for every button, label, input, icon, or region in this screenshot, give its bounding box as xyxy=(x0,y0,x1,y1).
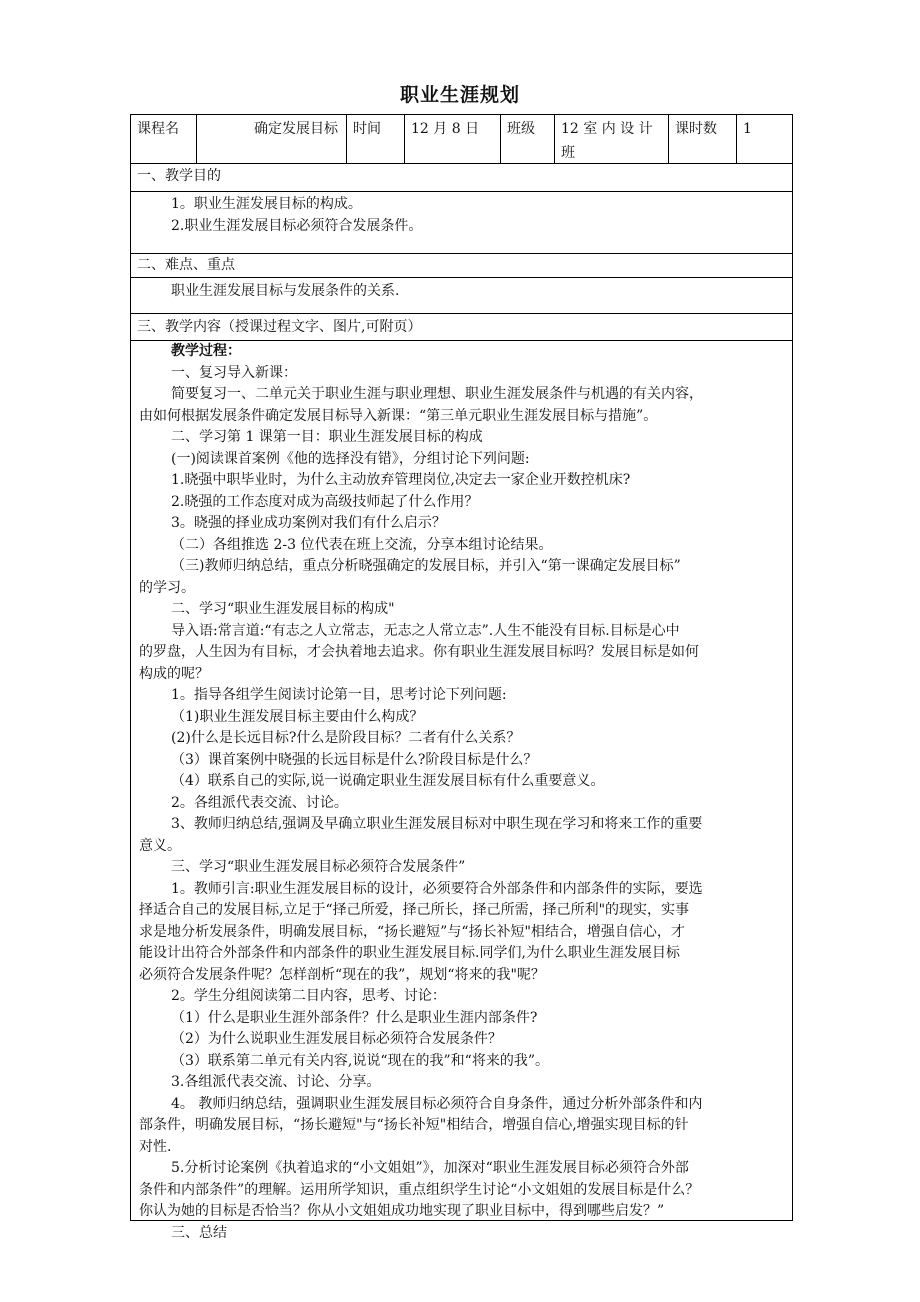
process-line: 导入语:常言道:“有志之人立常志，无志之人常立志”.人生不能没有目标.目标是心中 xyxy=(171,622,680,639)
time-value: 12 月 8 日 xyxy=(405,115,501,163)
process-line: 2.晓强的工作态度对成为高级技师起了什么作用？ xyxy=(171,493,479,510)
process-line: (2)什么是长远目标?什么是阶段目标？二者有什么关系？ xyxy=(171,730,521,746)
process-line: 构成的呢？ xyxy=(139,665,209,682)
process-line: （1)职业生涯发展目标主要由什么构成？ xyxy=(171,708,424,725)
process-line: 5.分析讨论案例《执着追求的“小文姐姐”》，加深对“职业生涯发展目标必须符合外部 xyxy=(171,1160,689,1176)
process-line: 1。教师引言:职业生涯发展目标的设计，必须要符合外部条件和内部条件的实际，要选 xyxy=(171,880,703,897)
process-line: 求是地分析发展条件，明确发展目标，“扬长避短”与“扬长补短"相结合，增强自信心，才 xyxy=(139,923,685,940)
course-value: 确定发展目标 xyxy=(197,115,347,163)
time-label: 时间 xyxy=(347,115,405,163)
process-line: 对性. xyxy=(139,1138,172,1155)
process-line: 2。各组派代表交流、讨论。 xyxy=(171,794,348,811)
section2-body xyxy=(131,278,792,314)
process-line: 三、学习“职业生涯发展目标必须符合发展条件” xyxy=(171,859,466,875)
process-line: （4）联系自己的实际,说一说确定职业生涯发展目标有什么重要意义。 xyxy=(171,773,605,789)
process-line: 三、总结 xyxy=(171,1224,227,1241)
process-line: 二、学习第 1 课第一目：职业生涯发展目标的构成 xyxy=(171,429,483,445)
process-line: 1.晓强中职毕业时，为什么主动放弃管理岗位,决定去一家企业开数控机床? xyxy=(171,472,631,488)
process-line: 的罗盘，人生因为有目标，才会执着地去追求。你有职业生涯发展目标吗？发展目标是如何 xyxy=(139,644,699,660)
section2-title: 二、难点、重点 xyxy=(137,257,235,273)
process-line: 一、复习导入新课： xyxy=(171,364,297,381)
process-line: 3.各组派代表交流、讨论、分享。 xyxy=(171,1074,381,1090)
teaching-process-label: 教学过程： xyxy=(171,343,241,359)
process-line: 择适合自己的发展目标,立足于“择己所爱，择己所长，择己所需，择己所利"的现实，实事 xyxy=(139,902,690,918)
keypoint-item: 职业生涯发展目标与发展条件的关系. xyxy=(171,283,400,299)
process-line: （1）什么是职业生涯外部条件？什么是职业生涯内部条件? xyxy=(171,1009,538,1026)
section3-title: 三、教学内容（授课过程文字、图片,可附页） xyxy=(137,319,422,335)
section1-body xyxy=(131,192,792,254)
process-line: （2）为什么说职业生涯发展目标必须符合发展条件？ xyxy=(171,1031,502,1047)
process-line: （三)教师归纳总结，重点分析晓强确定的发展目标，并引入“第一课确定发展目标” xyxy=(171,558,681,574)
process-line: （二）各组推选 2-3 位代表在班上交流，分享本组讨论结果。 xyxy=(171,536,553,553)
objective-item: 1。职业生涯发展目标的构成。 xyxy=(171,196,362,212)
header-row xyxy=(131,115,792,164)
lesson-plan-table xyxy=(130,114,793,1241)
course-label: 课程名 xyxy=(131,115,197,163)
section3-header xyxy=(131,314,792,341)
process-line: 二、学习“职业生涯发展目标的构成" xyxy=(171,601,395,617)
class-value: 12 室 内 设 计 班 xyxy=(555,115,669,163)
process-line: 部条件，明确发展目标，“扬长避短"与“扬长补短"相结合，增强自信心,增强实现目标的针 xyxy=(139,1117,689,1133)
process-line: 3。晓强的择业成功案例对我们有什么启示？ xyxy=(171,515,446,531)
section3-body xyxy=(131,341,792,1241)
process-line: 3、教师归纳总结,强调及早确立职业生涯发展目标对中职生现在学习和将来工作的重要 xyxy=(171,816,703,832)
class-label: 班级 xyxy=(501,115,555,163)
process-line: 意义。 xyxy=(139,837,181,854)
process-line: （3）课首案例中晓强的长远目标是什么?阶段目标是什么？ xyxy=(171,751,538,768)
hours-value: 1 xyxy=(743,121,752,137)
section2-header xyxy=(131,254,792,278)
section1-header xyxy=(131,163,792,192)
process-line: 简要复习一、二单元关于职业生涯与职业理想、职业生涯发展条件与机遇的有关内容， xyxy=(171,386,703,402)
process-line: （3）联系第二单元有关内容,说说“现在的我”和“将来的我”。 xyxy=(171,1052,549,1069)
process-line: 条件和内部条件”的理解。运用所学知识，重点组织学生讨论“小文姐姐的发展目标是什么？ xyxy=(139,1181,700,1198)
page-title: 职业生涯规划 xyxy=(399,84,520,106)
process-line: 你认为她的目标是否恰当？你从小文姐姐成功地实现了职业目标中，得到哪些启发？” xyxy=(139,1203,665,1219)
process-line: 2。学生分组阅读第二目内容，思考、讨论： xyxy=(171,988,446,1004)
process-line: 必须符合发展条件呢？怎样剖析“现在的我”，规划“将来的我"呢？ xyxy=(139,966,545,983)
process-line: 由如何根据发展条件确定发展目标导入新课：“第三单元职业生涯发展目标与措施”。 xyxy=(139,407,658,424)
process-line: 1。指导各组学生阅读讨论第一目，思考讨论下列问题: xyxy=(171,687,507,703)
section1-title: 一、教学目的 xyxy=(137,168,221,184)
hours-label: 课时数 xyxy=(669,115,737,163)
objective-item: 2.职业生涯发展目标必须符合发展条件。 xyxy=(171,217,423,234)
process-line: 能设计出符合外部条件和内部条件的职业生涯发展目标.同学们,为什么职业生涯发展目标 xyxy=(139,945,680,961)
process-line: 4。 教师归纳总结，强调职业生涯发展目标必须符合自身条件，通过分析外部条件和内 xyxy=(171,1095,703,1112)
process-line: (一)阅读课首案例《他的选择没有错》，分组讨论下列问题: xyxy=(171,450,530,467)
process-line: 的学习。 xyxy=(139,579,195,596)
